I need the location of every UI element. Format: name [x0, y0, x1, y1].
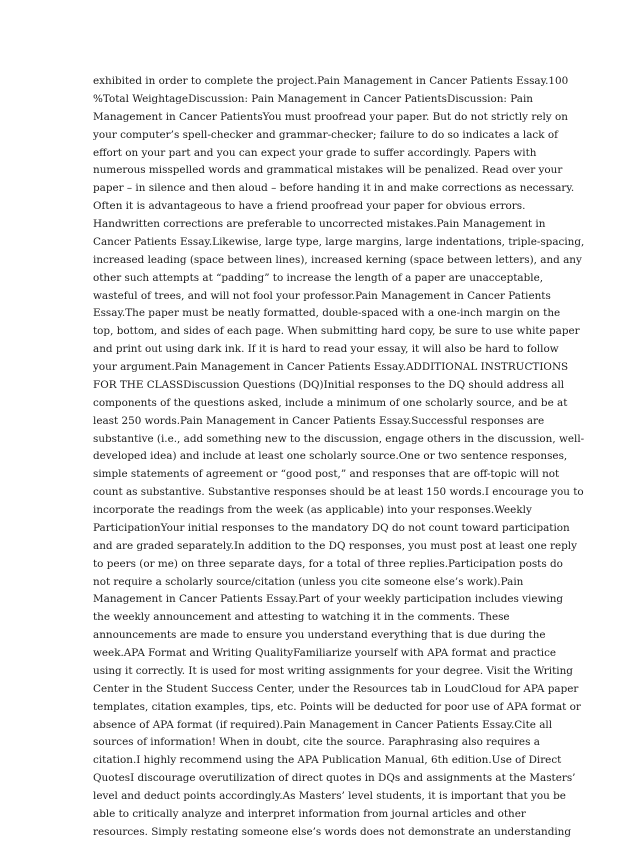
text-line: Management in Cancer PatientsYou must proofread your paper. But do not strictly rely on	[93, 110, 568, 123]
text-line: substantive (i.e., add something new to the discussion, engage others in the discussion, well-	[93, 432, 585, 445]
text-line: FOR THE CLASSDiscussion Questions (DQ)Initial responses to the DQ should address all	[93, 378, 565, 391]
text-line: developed idea) and include at least one scholarly source.One or two sentence responses,	[93, 450, 568, 463]
text-line: your argument.Pain Management in Cancer Patients Essay.ADDITIONAL INSTRUCTIONS	[93, 361, 569, 373]
text-line: able to critically analyze and interpret information from journal articles and other	[93, 807, 526, 820]
body-text	[93, 73, 585, 842]
text-line: QuotesI discourage overutilization of direct quotes in DQs and assignments at the Masters’	[93, 772, 576, 785]
text-line: top, bottom, and sides of each page. When submitting hard copy, be sure to use white paper	[93, 325, 580, 338]
text-line: sources of information! When in doubt, cite the source. Paraphrasing also requires a	[93, 736, 540, 749]
text-line: Management in Cancer Patients Essay.Part of your weekly participation includes viewing	[93, 593, 564, 606]
text-line: numerous misspelled words and grammatical mistakes will be penalized. Read over your	[93, 164, 563, 177]
text-line: using it correctly. It is used for most writing assignments for your degree. Visit the Writing	[93, 664, 573, 677]
text-line: Essay.The paper must be neatly formatted, double-spaced with a one-inch margin on the	[93, 307, 561, 320]
text-line: %Total WeightageDiscussion: Pain Management in Cancer PatientsDiscussion: Pain	[93, 92, 533, 105]
text-line: your computer’s spell-checker and grammar-checker; failure to do so indicates a lack of	[93, 128, 558, 141]
text-line: wasteful of trees, and will not fool your professor.Pain Management in Cancer Patients	[93, 289, 551, 302]
text-line: exhibited in order to complete the project.Pain Management in Cancer Patients Essay.100	[93, 75, 569, 87]
text-line: absence of APA format (if required).Pain Management in Cancer Patients Essay.Cite all	[93, 718, 553, 731]
text-line: effort on your part and you can expect your grade to suffer accordingly. Papers with	[93, 146, 537, 159]
text-line: and are graded separately.In addition to the DQ responses, you must post at least one reply	[93, 539, 578, 552]
text-line: announcements are made to ensure you understand everything that is due during the	[93, 629, 546, 642]
text-line: Handwritten corrections are preferable to uncorrected mistakes.Pain Management in	[93, 218, 546, 230]
text-line: increased leading (space between lines), increased kerning (space between letters), and any	[93, 253, 582, 266]
text-line: components of the questions asked, include a minimum of one scholarly source, and be at	[93, 396, 568, 409]
text-line: citation.I highly recommend using the APA Publication Manual, 6th edition.Use of Direct	[93, 754, 562, 767]
text-line: templates, citation examples, tips, etc. Points will be deducted for poor use of APA format or	[93, 700, 581, 713]
text-line: count as substantive. Substantive responses should be at least 150 words.I encourage you to	[93, 486, 584, 499]
text-line: simple statements of agreement or “good post,” and responses that are off-topic will not	[93, 468, 560, 481]
text-line: level and deduct points accordingly.As Masters’ level students, it is important that you be	[93, 790, 566, 802]
text-line: week.APA Format and Writing QualityFamiliarize yourself with APA format and practice	[93, 647, 557, 659]
text-line: other such attempts at “padding” to increase the length of a paper are unacceptable,	[93, 271, 544, 284]
text-line: to peers (or me) on three separate days, for a total of three replies.Participation posts do	[93, 557, 563, 570]
text-line: Cancer Patients Essay.Likewise, large type, large margins, large indentations, triple-spacing,	[93, 235, 585, 248]
text-line: Often it is advantageous to have a friend proofread your paper for obvious errors.	[93, 200, 526, 213]
text-line: incorporate the readings from the week (as applicable) into your responses.Weekly	[93, 504, 532, 516]
text-line: ParticipationYour initial responses to the mandatory DQ do not count toward participation	[93, 521, 570, 534]
text-line: and print out using dark ink. If it is hard to read your essay, it will also be hard to follow	[93, 343, 559, 356]
text-line: resources. Simply restating someone else’s words does not demonstrate an understanding	[93, 825, 572, 838]
text-line: not require a scholarly source/citation (unless you cite someone else’s work).Pain	[93, 575, 524, 588]
text-line: the weekly announcement and attesting to watching it in the comments. These	[93, 611, 510, 624]
text-line: least 250 words.Pain Management in Cancer Patients Essay.Successful responses are	[93, 414, 545, 427]
text-line: paper – in silence and then aloud – before handing it in and make corrections as necessary.	[93, 182, 575, 195]
text-line: Center in the Student Success Center, under the Resources tab in LoudCloud for APA paper	[93, 682, 579, 695]
